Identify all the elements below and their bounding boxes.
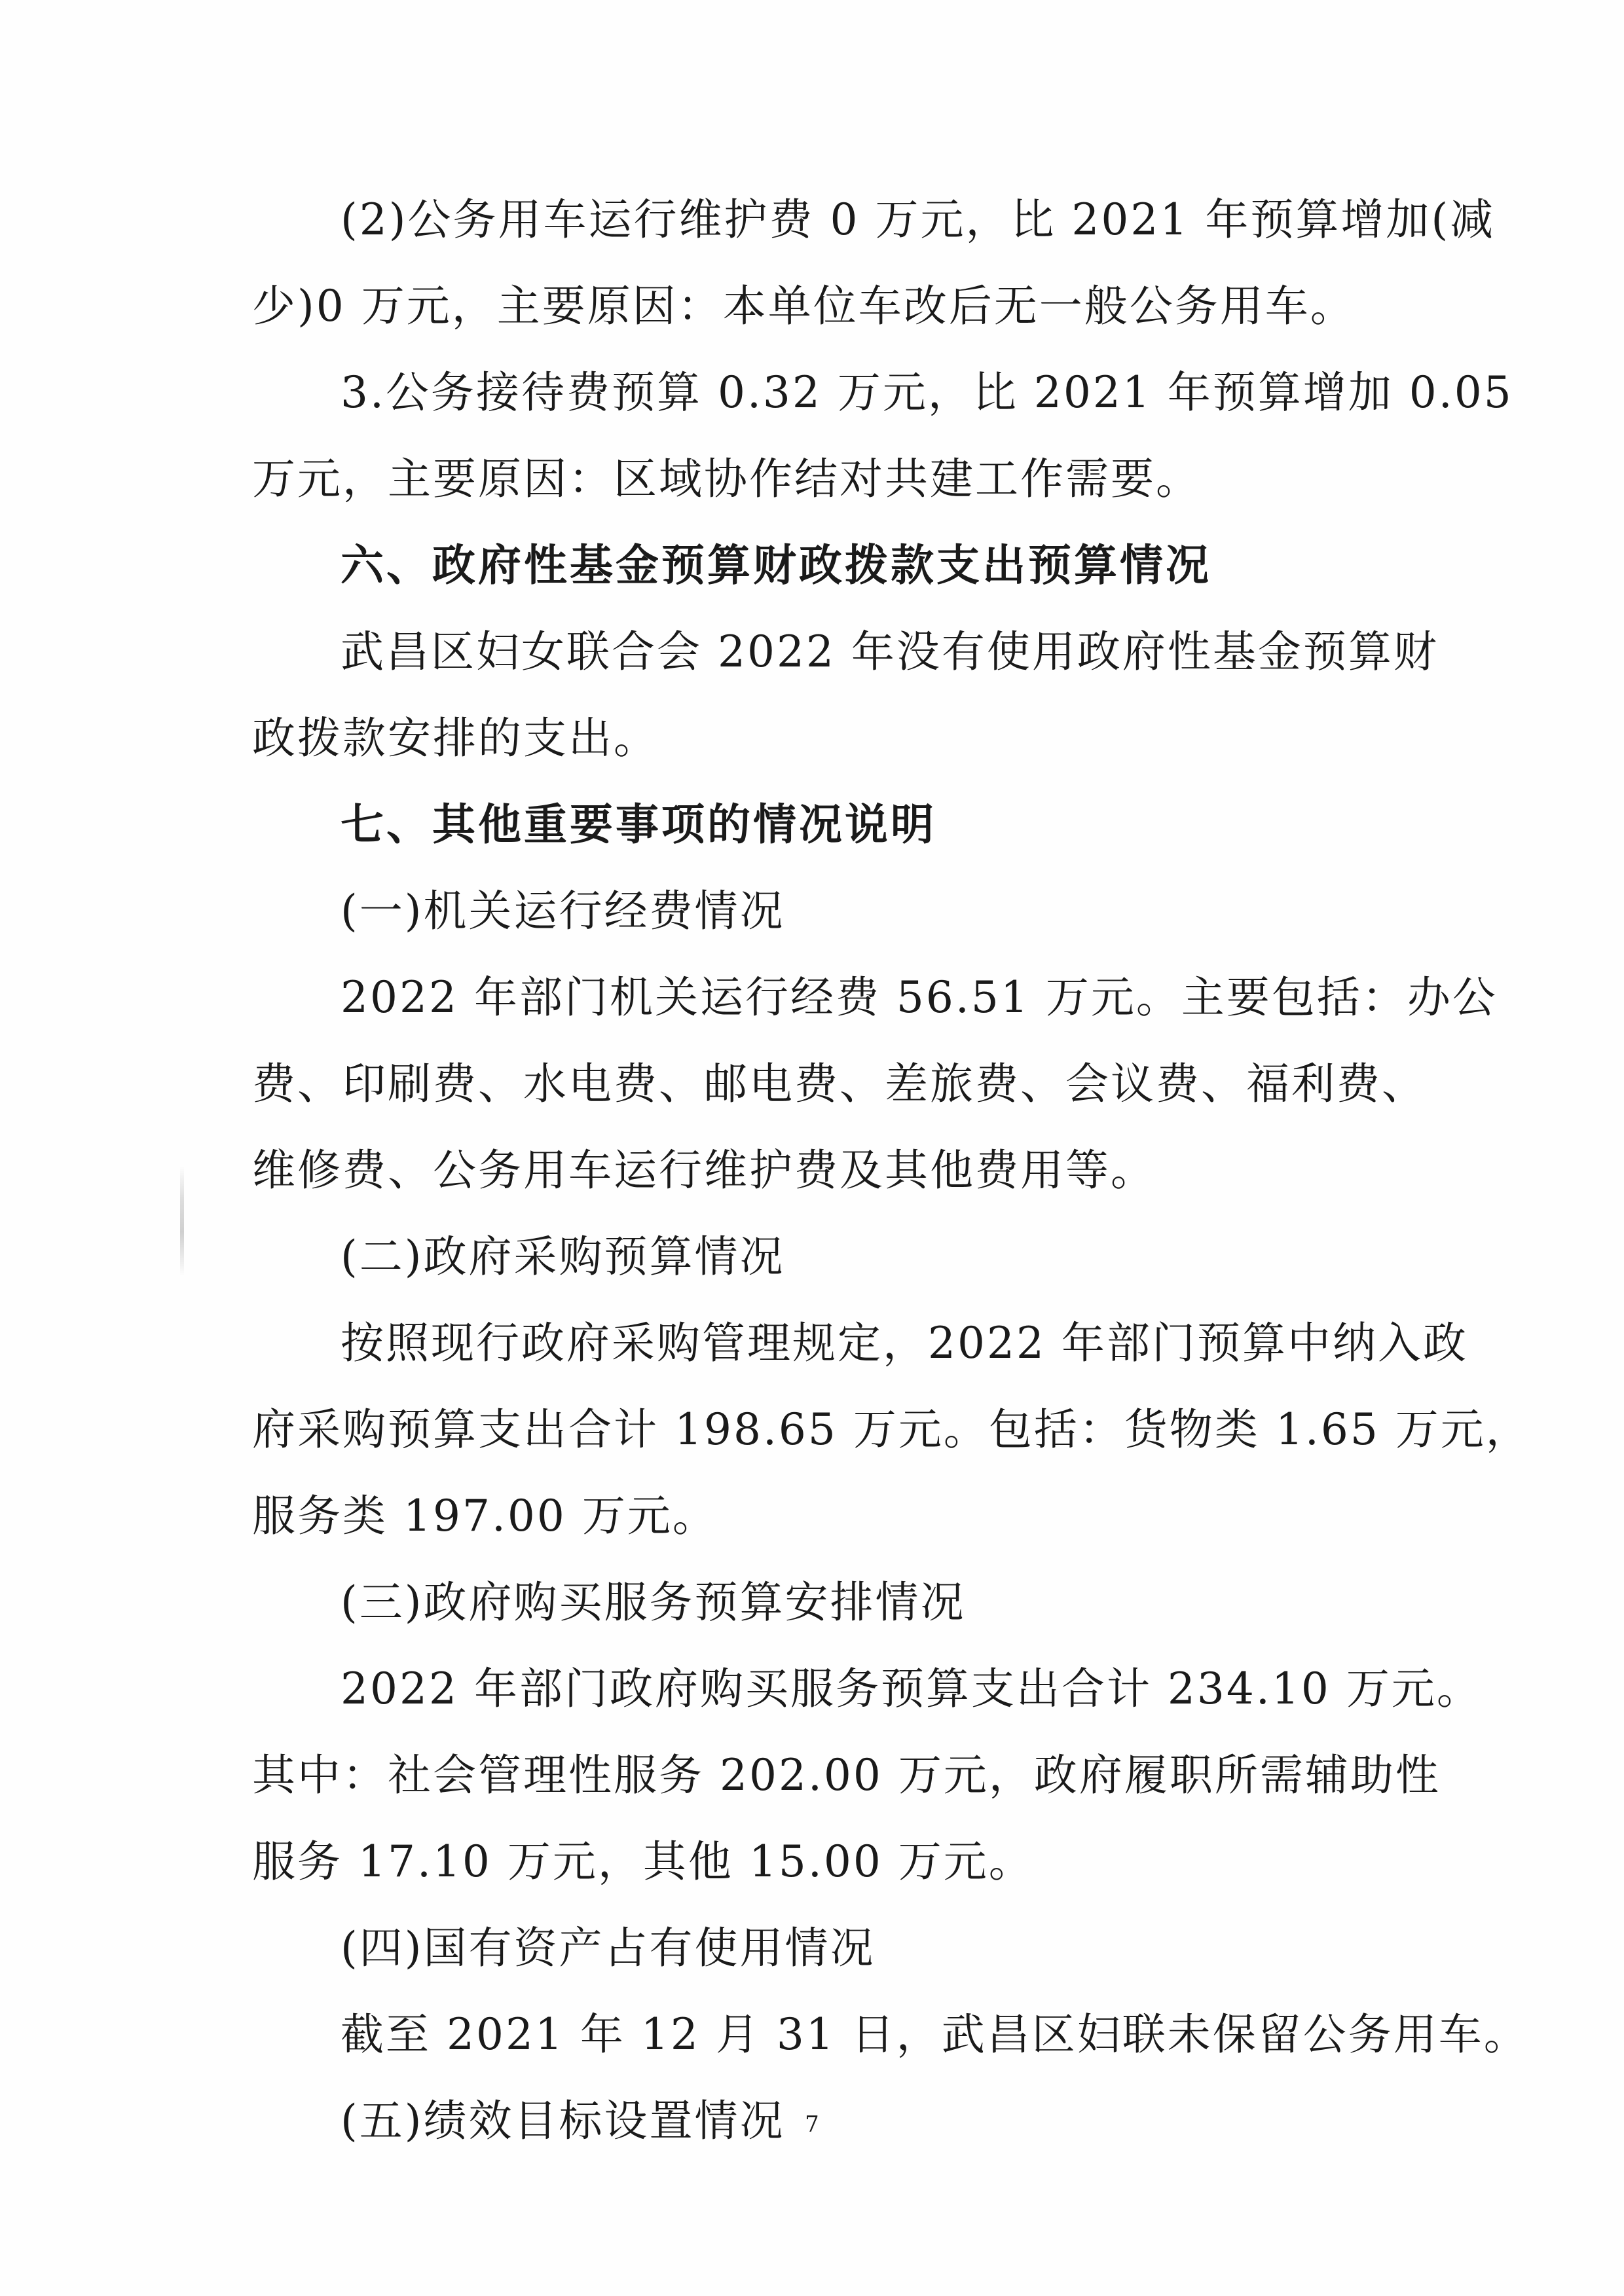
- paragraph-line: 按照现行政府采购管理规定，2022 年部门预算中纳入政: [341, 1318, 1468, 1368]
- paragraph-line: 2022 年部门政府购买服务预算支出合计 234.10 万元。: [341, 1664, 1482, 1714]
- paragraph-line: 万元，主要原因：区域协作结对共建工作需要。: [252, 454, 1201, 504]
- paragraph-line: 服务 17.10 万元，其他 15.00 万元。: [252, 1836, 1034, 1887]
- body-text: [252, 177, 1531, 2164]
- scan-edge-mark: [180, 1165, 184, 1277]
- paragraph-line: 截至 2021 年 12 月 31 日，武昌区妇联未保留公务用车。: [341, 2009, 1529, 2060]
- subheading-5: (五)绩效目标设置情况: [341, 2096, 785, 2146]
- paragraph-line: 3.公务接待费预算 0.32 万元，比 2021 年预算增加 0.05: [341, 367, 1513, 418]
- paragraph-line: 维修费、公务用车运行维护费及其他费用等。: [252, 1145, 1156, 1195]
- paragraph-line: 费、印刷费、水电费、邮电费、差旅费、会议费、福利费、: [252, 1059, 1427, 1109]
- paragraph-line: (2)公务用车运行维护费 0 万元，比 2021 年预算增加(减: [341, 194, 1496, 245]
- paragraph-line: 武昌区妇女联合会 2022 年没有使用政府性基金预算财: [341, 627, 1439, 677]
- section-heading-six: 六、政府性基金预算财政拨款支出预算情况: [341, 540, 1211, 591]
- paragraph-line: 其中：社会管理性服务 202.00 万元，政府履职所需辅助性: [252, 1750, 1441, 1800]
- paragraph-line: 2022 年部门机关运行经费 56.51 万元。主要包括：办公: [341, 972, 1498, 1023]
- page-number: 7: [805, 2111, 819, 2138]
- paragraph-line: 服务类 197.00 万元。: [252, 1491, 718, 1541]
- subheading-2: (二)政府采购预算情况: [341, 1231, 785, 1282]
- paragraph-line: 政拨款安排的支出。: [252, 713, 659, 763]
- subheading-1: (一)机关运行经费情况: [341, 886, 785, 936]
- subheading-4: (四)国有资产占有使用情况: [341, 1923, 876, 1973]
- section-heading-seven: 七、其他重要事项的情况说明: [341, 799, 936, 850]
- subheading-3: (三)政府购买服务预算安排情况: [341, 1577, 966, 1628]
- paragraph-line: 少)0 万元，主要原因：本单位车改后无一般公务用车。: [252, 281, 1356, 331]
- paragraph-line: 府采购预算支出合计 198.65 万元。包括：货物类 1.65 万元，: [252, 1404, 1531, 1455]
